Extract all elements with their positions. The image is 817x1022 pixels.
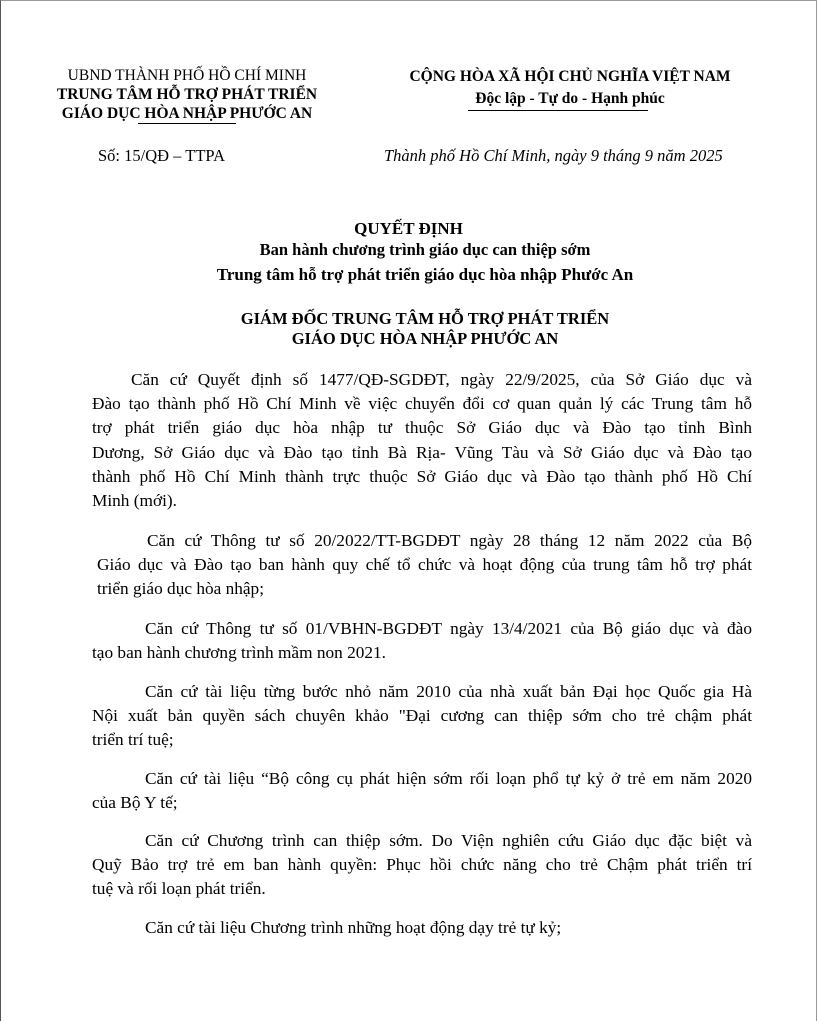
paragraph-line: của Bộ Y tế; bbox=[92, 793, 178, 813]
paragraph-line: Đào tạo thành phố Hồ Chí Minh về việc chuyển đổi cơ quan quản lý các Trung tâm hỗ bbox=[92, 394, 752, 414]
paragraph-line: Căn cứ tài liệu “Bộ công cụ phát hiện sớm rối loạn phổ tự kỷ ở trẻ em năm 2020 bbox=[145, 769, 752, 788]
paragraph-line: Nội xuất bản quyền sách chuyên khảo "Đại cương can thiệp sớm cho trẻ chậm phát bbox=[92, 706, 752, 726]
paragraph-legal-basis-7 bbox=[92, 916, 752, 940]
paragraph-line: Căn cứ Quyết định số 1477/QĐ-SGDĐT, ngày 22/9/2025, của Sở Giáo dục và bbox=[131, 370, 752, 389]
paragraph-legal-basis-4 bbox=[92, 680, 752, 753]
national-title: CỘNG HÒA XÃ HỘI CHỦ NGHĨA VIỆT NAM bbox=[409, 68, 731, 85]
paragraph-line: thành phố Hồ Chí Minh thành trực thuộc Sở Giáo dục và Đào tạo thành phố Hồ Chí bbox=[92, 466, 752, 486]
left-header-underline bbox=[138, 123, 236, 124]
place-and-date: Thành phố Hồ Chí Minh, ngày 9 tháng 9 năm 2025 bbox=[384, 146, 723, 165]
paragraph-line: Căn cứ Thông tư số 20/2022/TT-BGDĐT ngày 28 tháng 12 năm 2022 của Bộ bbox=[147, 531, 752, 550]
paragraph-legal-basis-2 bbox=[97, 529, 752, 602]
paragraph-line: Giáo dục và Đào tạo ban hành quy chế tổ chức và hoạt động của trung tâm hỗ trợ phát bbox=[97, 555, 752, 575]
paragraph-legal-basis-6 bbox=[92, 829, 752, 902]
document-title: QUYẾT ĐỊNH bbox=[354, 219, 463, 238]
paragraph-line: Quỹ Bảo trợ trẻ em ban hành quyền: Phục hồi chức năng cho trẻ Chậm phát triển trí bbox=[92, 855, 752, 875]
paragraph-line: Căn cứ tài liệu từng bước nhỏ năm 2010 của nhà xuất bản Đại học Quốc gia Hà bbox=[145, 682, 752, 701]
paragraph-legal-basis-1 bbox=[92, 368, 752, 513]
paragraph-line: triển giáo dục hòa nhập; bbox=[97, 579, 264, 599]
document-subject-line2: Trung tâm hỗ trợ phát triển giáo dục hòa nhập Phước An bbox=[216, 265, 634, 284]
paragraph-legal-basis-5 bbox=[92, 767, 752, 815]
paragraph-line: Minh (mới). bbox=[92, 491, 177, 511]
authority-line1: GIÁM ĐỐC TRUNG TÂM HỖ TRỢ PHÁT TRIỂN bbox=[240, 309, 610, 328]
document-subject-line1: Ban hành chương trình giáo dục can thiệp sớm bbox=[259, 240, 591, 259]
paragraph-line: Căn cứ tài liệu Chương trình những hoạt động dạy trẻ tự kỷ; bbox=[145, 918, 562, 937]
paragraph-legal-basis-3 bbox=[92, 617, 752, 665]
document-number: Số: 15/QĐ – TTPA bbox=[98, 146, 225, 165]
paragraph-line: triển trí tuệ; bbox=[92, 730, 174, 750]
authority-line2: GIÁO DỤC HÒA NHẬP PHƯỚC AN bbox=[291, 329, 559, 348]
paragraph-line: Căn cứ Chương trình can thiệp sớm. Do Viện nghiên cứu Giáo dục đặc biệt và bbox=[145, 831, 752, 850]
paragraph-line: Dương, Sở Giáo dục và Đào tạo tỉnh Bà Rịa- Vũng Tàu và Sở Giáo dục và Đào tạo bbox=[92, 442, 752, 462]
issuing-agency-line1: TRUNG TÂM HỖ TRỢ PHÁT TRIỂN bbox=[56, 86, 318, 103]
paragraph-line: trợ phát triển giáo dục hòa nhập tư thuộc Sở Giáo dục và Đào tạo tỉnh Bình bbox=[92, 418, 752, 438]
national-motto: Độc lập - Tự do - Hạnh phúc bbox=[475, 90, 665, 107]
issuing-agency-parent: UBND THÀNH PHỐ HỒ CHÍ MINH bbox=[67, 67, 307, 84]
issuing-agency-line2: GIÁO DỤC HÒA NHẬP PHƯỚC AN bbox=[61, 105, 313, 122]
paragraph-line: tuệ và rối loạn phát triển. bbox=[92, 879, 266, 899]
paragraph-line: tạo ban hành chương trình mầm non 2021. bbox=[92, 643, 386, 663]
paragraph-line: Căn cứ Thông tư số 01/VBHN-BGDĐT ngày 13/4/2021 của Bộ giáo dục và đào bbox=[145, 619, 752, 638]
motto-underline bbox=[468, 110, 648, 111]
